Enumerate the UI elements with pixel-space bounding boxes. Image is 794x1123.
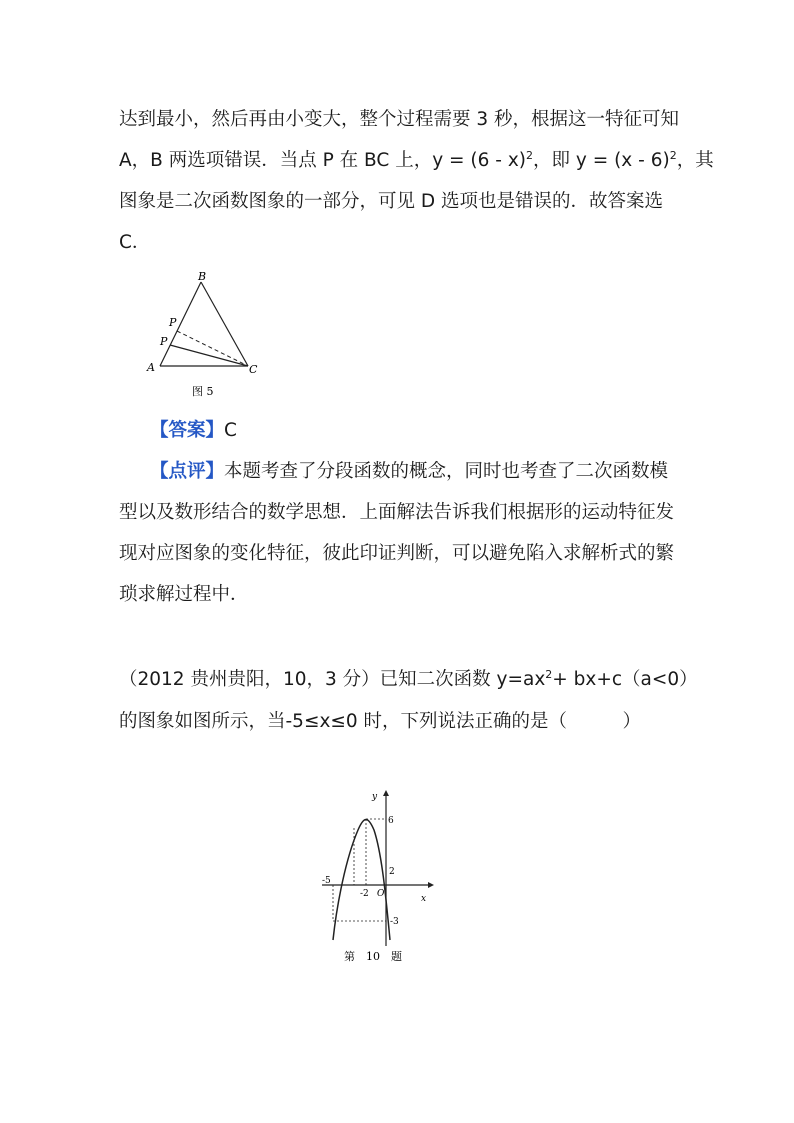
paragraph-line: C．: [119, 232, 151, 253]
x-axis-arrow: [428, 882, 434, 888]
dashed-segment: [177, 331, 248, 366]
solid-segment: [170, 345, 248, 366]
label-a: A: [147, 361, 155, 374]
label-neg-two: -2: [360, 889, 369, 899]
comment-line: 琐求解过程中．: [119, 584, 249, 605]
label-origin: O: [377, 889, 385, 899]
text-segment: 本题考查了分段函数的概念，同时也考查了二次函数模: [224, 461, 669, 482]
figure-10-parabola: [320, 788, 435, 968]
parabola-curve: [333, 820, 390, 941]
comment-tag: 【点评】: [150, 461, 225, 482]
label-two: 2: [389, 867, 395, 877]
label-y: y: [372, 792, 378, 802]
answer-value: C: [224, 420, 237, 441]
figure-caption: 第 10 题: [344, 950, 402, 963]
label-six: 6: [388, 816, 394, 826]
question-line: 的图象如图所示，当-5≤x≤0 时，下列说法正确的是（ ）: [119, 711, 642, 732]
figure-caption: 图 5: [192, 385, 214, 398]
comment-line: 型以及数形结合的数学思想．上面解法告诉我们根据形的运动特征发: [119, 502, 675, 523]
paragraph-line: [119, 149, 714, 173]
text-segment: （2012 贵州贵阳，10，3 分）已知二次函数 y=ax: [119, 669, 546, 690]
label-c: C: [249, 363, 258, 376]
figure-5-triangle: [140, 268, 270, 404]
paragraph-line: 图象是二次函数图象的一部分，可见 D 选项也是错误的．故答案选: [119, 191, 664, 212]
label-neg-three: -3: [390, 917, 399, 927]
side-ab: [160, 282, 201, 366]
superscript: 2: [545, 667, 553, 681]
label-p2: P: [160, 335, 168, 348]
label-p1: P: [169, 316, 177, 329]
paragraph-line: 达到最小，然后再由小变大，整个过程需要 3 秒，根据这一特征可知: [119, 109, 680, 130]
label-neg-five: -5: [322, 876, 331, 886]
comment-line: 现对应图象的变化特征，彼此印证判断，可以避免陷入求解析式的繁: [119, 543, 675, 564]
label-b: B: [198, 270, 207, 283]
text-segment: A，B 两选项错误．当点 P 在 BC 上，y = (6 - x): [119, 150, 526, 171]
label-x: x: [421, 894, 427, 904]
text-segment: ，其: [676, 150, 714, 171]
y-axis-arrow: [383, 790, 389, 796]
text-segment: + bx+c（a<0）: [552, 669, 698, 690]
superscript: 2: [669, 148, 677, 162]
answer-line: [150, 419, 237, 443]
text-segment: ，即 y = (x - 6): [533, 150, 670, 171]
question-line: [119, 668, 698, 692]
superscript: 2: [526, 148, 533, 162]
answer-tag: 【答案】: [150, 420, 225, 441]
side-bc: [201, 282, 248, 366]
comment-line: [150, 460, 668, 484]
